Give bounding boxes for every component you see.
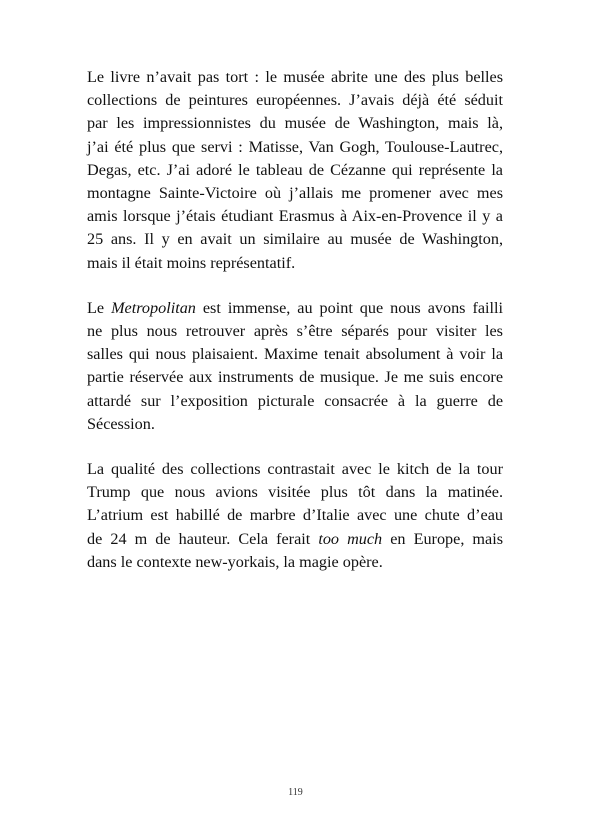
paragraph (87, 458, 503, 574)
text-line (87, 458, 503, 481)
text-line (87, 136, 503, 159)
text-line (87, 228, 503, 251)
text-segment: montagne Sainte-Victoire où j’allais me promener avec mes (87, 184, 503, 203)
text-segment: mais il était moins représentatif. (87, 253, 296, 272)
italic-text: too much (318, 529, 383, 548)
text-segment: amis lorsque j’étais étudiant Erasmus à Aix-en-Provence il y a (87, 207, 503, 226)
text-segment: L’atrium est habillé de marbre d’Italie avec une chute d’eau (87, 506, 503, 525)
body-text (87, 66, 503, 596)
text-segment: Degas, etc. J’ai adoré le tableau de Cézanne qui représente la (87, 160, 503, 179)
text-line (87, 413, 503, 436)
text-line (87, 366, 503, 389)
text-segment: Sécession. (87, 414, 155, 433)
text-line (87, 182, 503, 205)
text-line (87, 320, 503, 343)
text-segment: attardé sur l’exposition picturale consacrée à la guerre de (87, 391, 503, 410)
text-segment: La qualité des collections contrastait avec le kitch de la tour (87, 460, 503, 479)
italic-text: Metropolitan (111, 298, 196, 317)
text-segment: en Europe, mais (382, 529, 504, 548)
text-line (87, 504, 503, 527)
text-line (87, 66, 503, 89)
text-segment: ne plus nous retrouver après s’être séparés pour visiter les (87, 322, 503, 341)
text-line (87, 551, 503, 574)
text-line (87, 343, 503, 366)
text-line (87, 481, 503, 504)
text-line (87, 89, 503, 112)
text-segment: partie réservée aux instruments de musique. Je me suis encore (87, 368, 503, 387)
text-segment: Le livre n’avait pas tort : le musée abrite une des plus belles (87, 68, 503, 86)
text-line (87, 205, 503, 228)
text-line (87, 390, 503, 413)
text-segment: de 24 m de hauteur. Cela ferait (87, 529, 319, 548)
text-line (87, 528, 503, 551)
text-line (87, 159, 503, 182)
text-line (87, 297, 503, 320)
paragraph (87, 297, 503, 436)
text-segment: salles qui nous plaisaient. Maxime tenait absolument à voir la (87, 345, 503, 364)
text-segment: Trump que nous avions visitée plus tôt dans la matinée. (87, 483, 503, 502)
text-line (87, 112, 503, 135)
text-line (87, 252, 503, 275)
text-segment: est immense, au point que nous avons failli (195, 298, 504, 317)
paragraph (87, 66, 503, 275)
text-segment: collections de peintures européennes. J’avais déjà été séduit (87, 91, 503, 110)
text-segment: Le (87, 298, 112, 317)
text-segment: 25 ans. Il y en avait un similaire au musée de Washington, (87, 230, 503, 249)
page-number: 119 (288, 787, 303, 798)
text-segment: dans le contexte new-yorkais, la magie opère. (87, 552, 383, 571)
text-segment: par les impressionnistes du musée de Washington, mais là, (87, 114, 503, 133)
text-segment: j’ai été plus que servi : Matisse, Van Gogh, Toulouse-Lautrec, (87, 137, 503, 156)
